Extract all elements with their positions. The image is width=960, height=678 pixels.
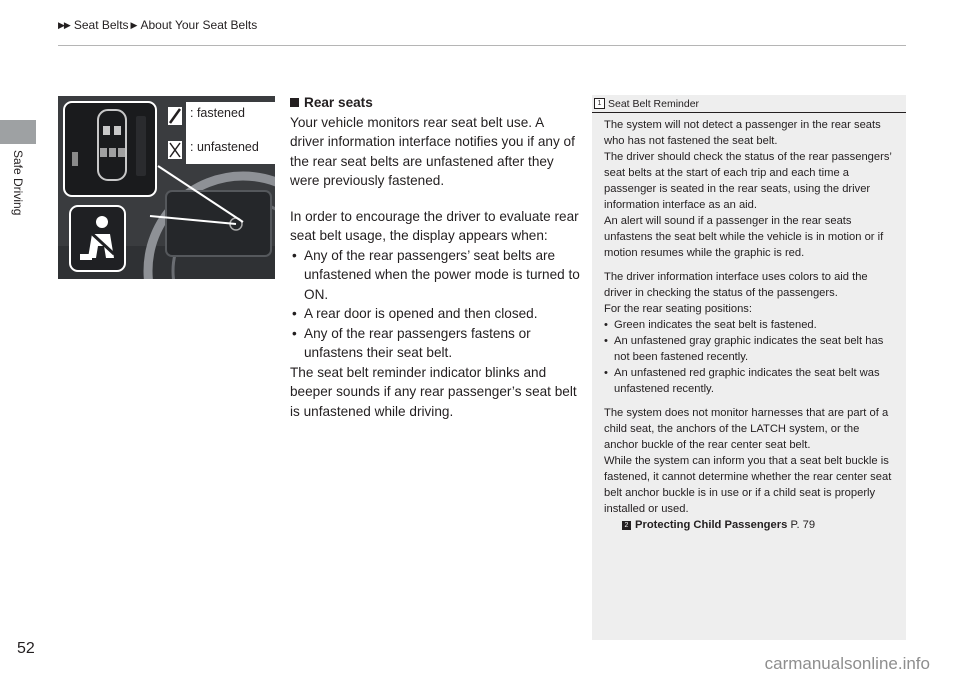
page-number: 52 xyxy=(17,640,35,657)
note-box xyxy=(592,95,906,640)
paragraph-1: Your vehicle monitors rear seat belt use. A driver information interface notifies you if any of the rear seat belts are unfastened after they were previously fastened. xyxy=(290,114,575,188)
watermark: carmanualsonline.info xyxy=(764,654,930,673)
list-item: • Any of the rear passengers fastens or unfastens their seat belt. xyxy=(290,324,580,363)
list-item: • A rear door is opened and then closed. xyxy=(290,304,580,324)
list-item: • An unfastened red graphic indicates the seat belt was unfastened recently. xyxy=(604,365,896,397)
dashboard-scene xyxy=(58,96,275,279)
note-paragraph: While the system can inform you that a seat belt buckle is fastened, it cannot determine whether the rear center seat belt anchor buckle is in use or if a child seat is properly installed or used. xyxy=(604,455,892,515)
breadcrumb-section[interactable]: Seat Belts xyxy=(73,18,129,32)
list-item: • Green indicates the seat belt is fastened. xyxy=(604,317,896,333)
side-tab-marker xyxy=(0,120,36,144)
main-text xyxy=(290,93,580,421)
condition-list xyxy=(290,246,580,363)
cross-reference-page[interactable]: P. 79 xyxy=(790,519,816,531)
note-title: Seat Belt Reminder xyxy=(608,97,700,110)
cross-reference-icon: 2 xyxy=(622,521,631,530)
header-divider xyxy=(58,45,906,46)
note-paragraph: The driver should check the status of the rear passengers’ seat belts at the start of each trip and each time a passenger is seated in the rear seats, using the driver information interface as an aid. xyxy=(604,151,892,211)
breadcrumb xyxy=(58,18,257,32)
heading-square-icon xyxy=(290,98,299,107)
note-marker-icon: 1 xyxy=(594,98,605,109)
list-item: • Any of the rear passengers’ seat belts are unfastened when the power mode is turned to ON. xyxy=(290,246,580,305)
legend-fastened-label: : fastened xyxy=(190,106,245,120)
cross-reference-title[interactable]: Protecting Child Passengers xyxy=(635,519,788,531)
section-heading xyxy=(290,93,580,113)
section-heading-text: Rear seats xyxy=(304,95,373,110)
list-item: • An unfastened gray graphic indicates the seat belt has not been fastened recently. xyxy=(604,333,896,365)
note-body xyxy=(604,117,896,533)
note-paragraph: An alert will sound if a passenger in the rear seats unfastens the seat belt while the vehicle is in motion or if motion resumes while the graphic is red. xyxy=(604,215,884,259)
note-paragraph: The system will not detect a passenger in the rear seats who has not fastened the seat belt. xyxy=(604,119,881,147)
cross-reference-link[interactable] xyxy=(604,517,896,533)
note-list xyxy=(604,317,896,397)
breadcrumb-arrow-icon: ▶ xyxy=(130,19,137,30)
breadcrumb-arrows-icon: ▶▶ xyxy=(58,19,70,30)
dashboard-illustration xyxy=(58,96,275,279)
note-paragraph: The driver information interface uses colors to aid the driver in checking the status of the passengers. xyxy=(604,271,868,299)
note-paragraph: The system does not monitor harnesses that are part of a child seat, the anchors of the LATCH system, or the anchor buckle of the rear center seat belt. xyxy=(604,407,889,451)
paragraph-3: The seat belt reminder indicator blinks and beeper sounds if any rear passenger’s seat belt is unfastened while driving. xyxy=(290,364,577,419)
paragraph-2: In order to encourage the driver to evaluate rear seat belt usage, the display appears when: xyxy=(290,208,579,243)
legend-unfastened-label: : unfastened xyxy=(190,140,259,154)
side-tab-label: Safe Driving xyxy=(11,150,25,216)
breadcrumb-page[interactable]: About Your Seat Belts xyxy=(140,18,258,32)
note-paragraph: For the rear seating positions: xyxy=(604,303,752,315)
note-header xyxy=(592,95,906,113)
